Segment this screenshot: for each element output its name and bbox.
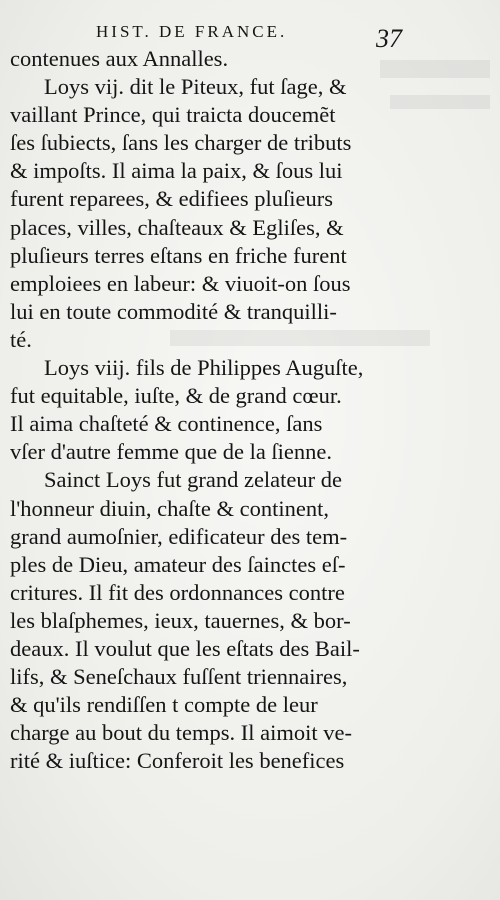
running-head: HIST. DE FRANCE. (96, 22, 288, 41)
text-line: ples de Dieu, amateur des ſainctes eſ- (10, 551, 346, 577)
text-line: places, villes, chaſteaux & Egliſes, & (10, 214, 344, 240)
text-line: Loys viij. fils de Philippes Auguſte, (44, 355, 364, 381)
text-line: Sainct Loys fut grand zelateur de (44, 467, 343, 493)
text-line: deaux. Il voulut que les eſtats des Bail- (10, 635, 360, 661)
text-line: critures. Il fit des ordonnances contre (10, 579, 345, 605)
text-line: l'honneur diuin, chaſte & continent, (10, 495, 329, 521)
text-line: té. (10, 326, 32, 352)
text-line: contenues aux Annalles. (10, 46, 229, 71)
text-line: Il aima chaſteté & continence, ſans (10, 411, 323, 437)
text-line: & impoſts. Il aima la paix, & ſous lui (10, 158, 343, 184)
text-line: fut equitable, iuſte, & de grand cœur. (10, 383, 342, 409)
text-line: lifs, & Seneſchaux fuſſent triennaires, (10, 664, 348, 690)
text-line: vſer d'autre femme que de la ſienne. (10, 439, 333, 465)
text-line: pluſieurs terres eſtans en friche furent (10, 242, 347, 268)
text-line: rité & iuſtice: Conferoit les benefices (10, 748, 345, 774)
text-line: ſes ſubiects, ſans les charger de tributs (10, 130, 352, 156)
text-line: vaillant Prince, qui traicta doucemẽt (10, 102, 336, 128)
text-line: Loys vij. dit le Piteux, fut ſage, & (44, 74, 347, 100)
text-line: & qu'ils rendiſſen t compte de leur (10, 692, 318, 718)
text-line: furent reparees, & edifiees pluſieurs (10, 186, 333, 212)
text-line: charge au bout du temps. Il aimoit ve- (10, 720, 352, 746)
text-line: les blaſphemes, ieux, tauernes, & bor- (10, 607, 351, 633)
body-text (10, 45, 410, 775)
text-line: lui en toute commodité & tranquilli- (10, 298, 337, 324)
text-line: emploiees en labeur: & viuoit-on ſous (10, 270, 351, 296)
text-line: grand aumoſnier, edificateur des tem- (10, 523, 348, 549)
page-number: 37 (376, 24, 402, 53)
